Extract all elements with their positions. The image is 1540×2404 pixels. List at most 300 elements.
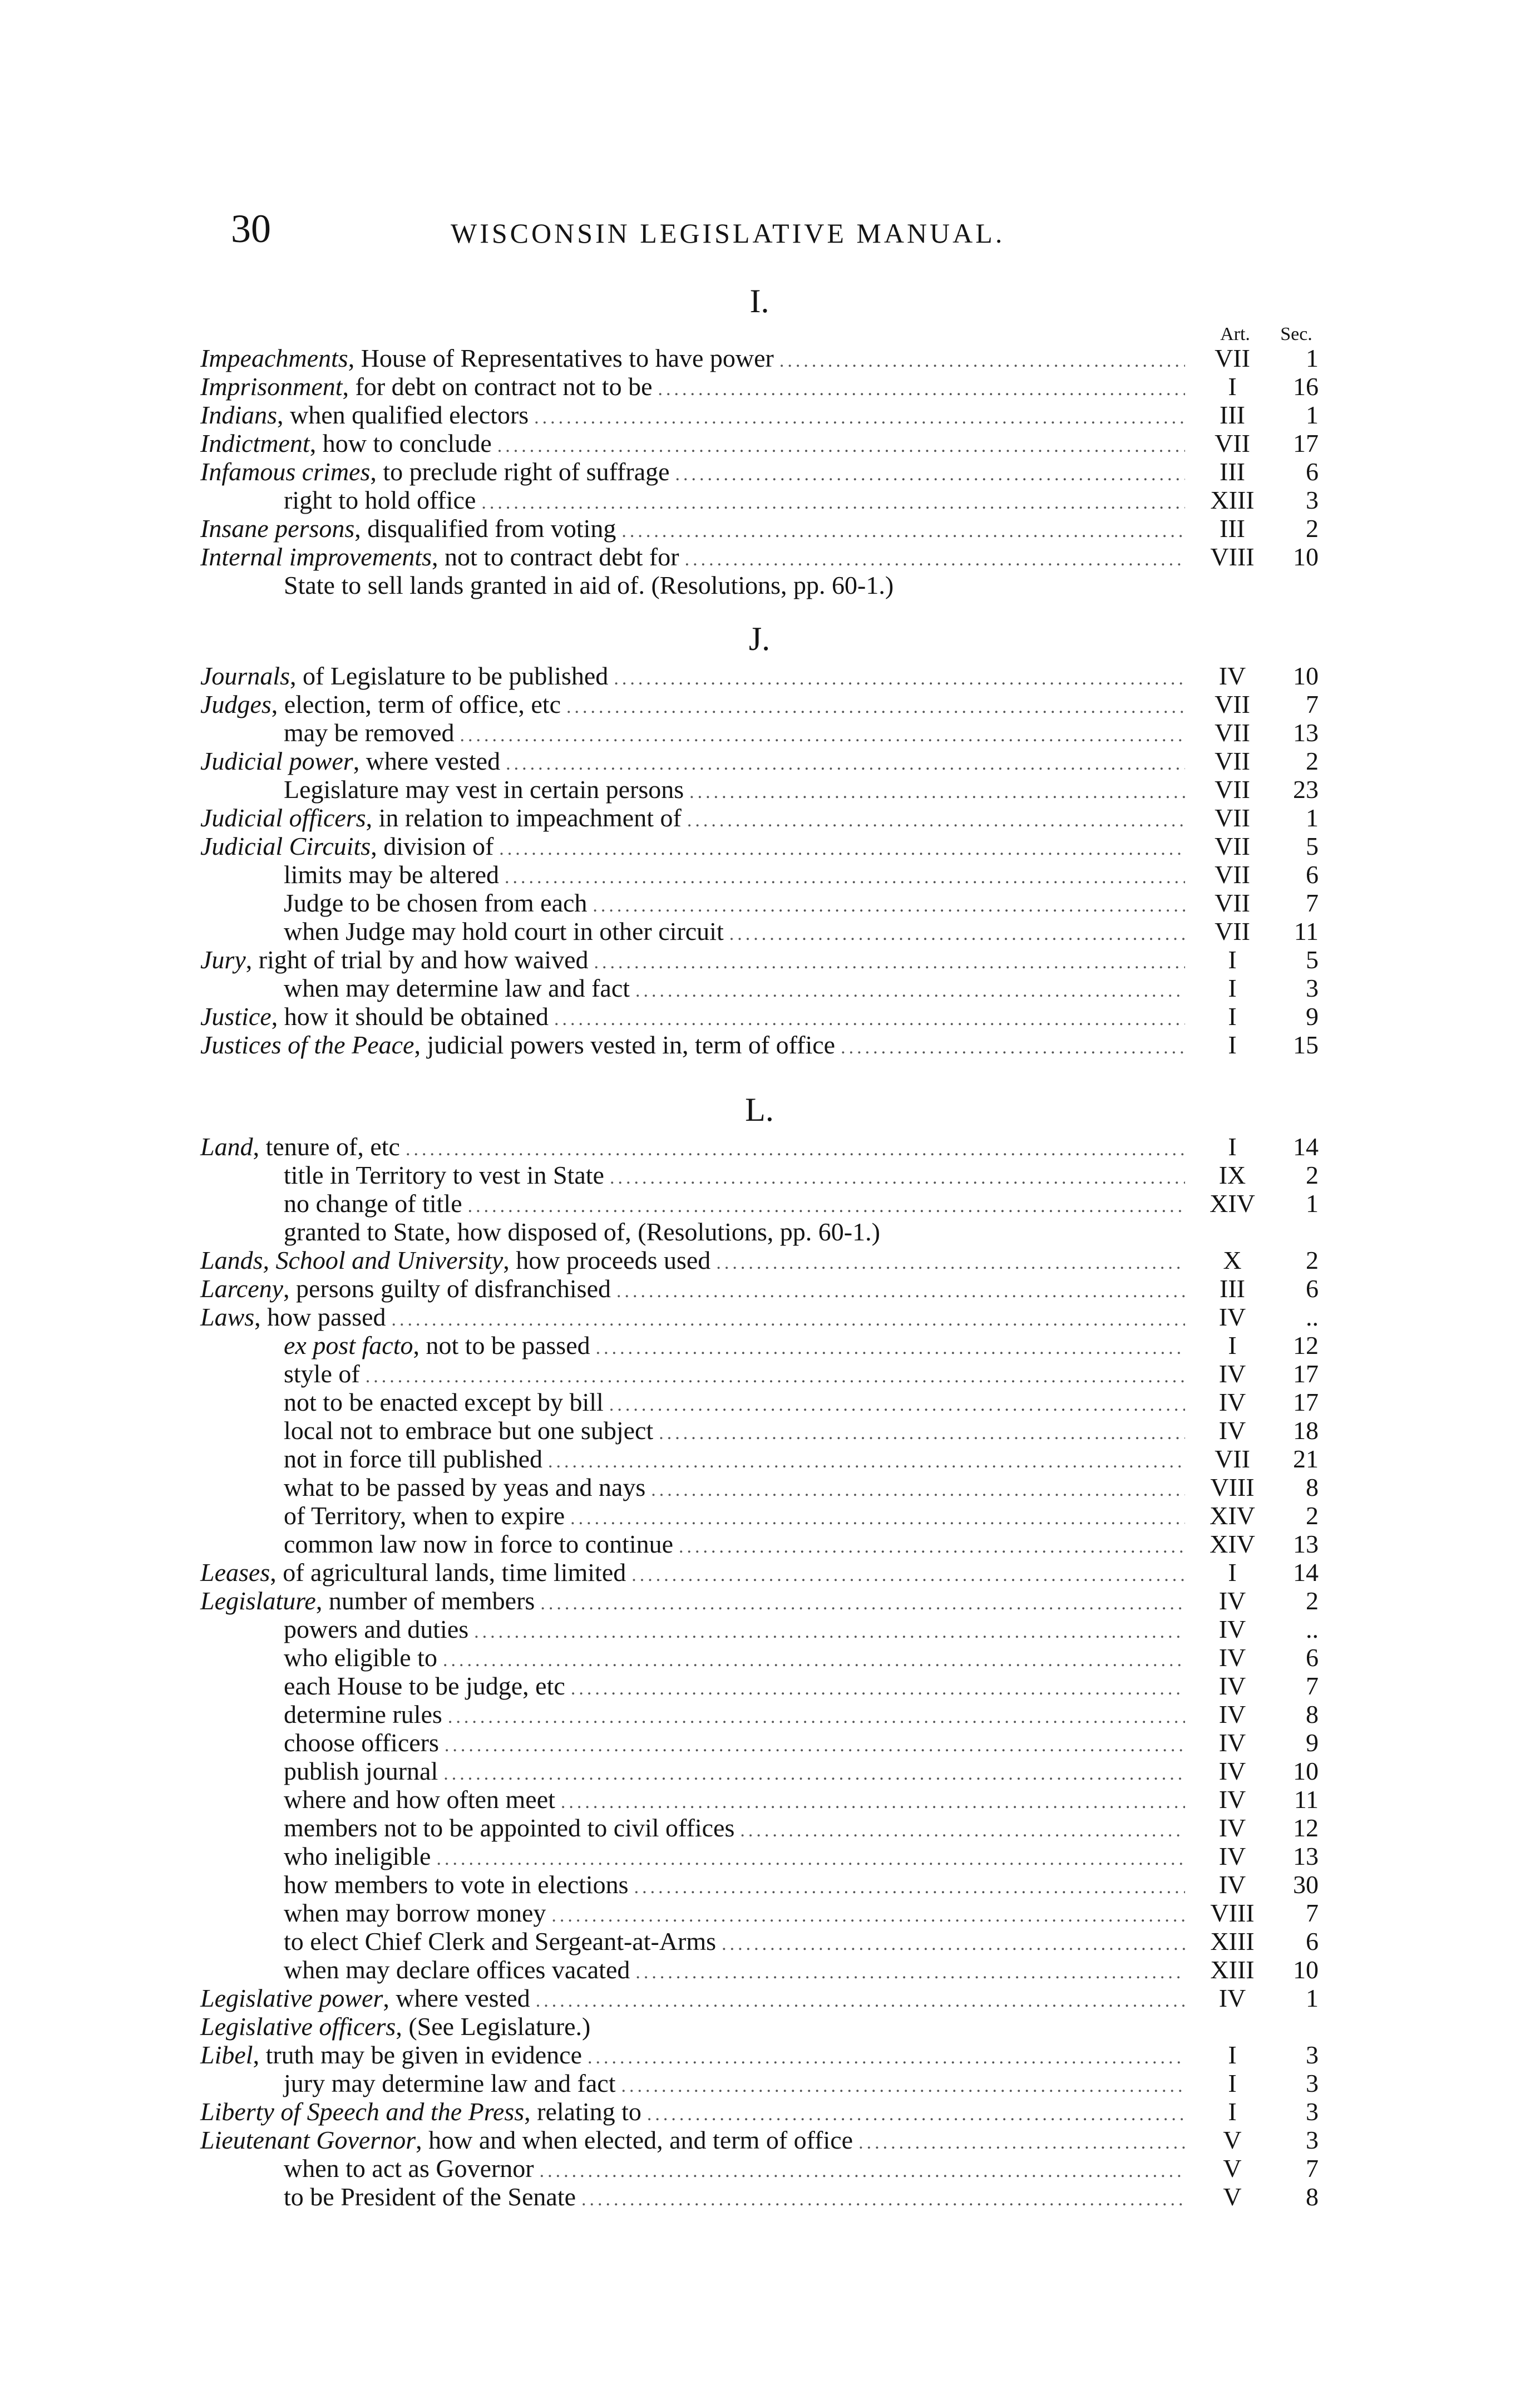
section-number: 8: [1306, 1473, 1319, 1501]
entry-description: jury may determine law and fact: [284, 2069, 616, 2097]
article-number: VIII: [1210, 1899, 1255, 1927]
entry-text: [200, 1700, 442, 1728]
entry-text: [200, 1728, 439, 1757]
section-number: 21: [1293, 1445, 1319, 1473]
index-entry: [200, 2012, 1319, 2041]
index-entry: [200, 2183, 1319, 2211]
entry-description: , not to contract debt for: [432, 543, 679, 571]
index-entries: [200, 1132, 1319, 2211]
leader-dots: [499, 835, 1185, 863]
leader-dots: [631, 1561, 1185, 1589]
entry-term: Justices of the Peace: [200, 1031, 414, 1059]
entry-term: Legislature: [200, 1587, 316, 1615]
article-number: I: [1228, 372, 1237, 401]
section-number: 1: [1306, 401, 1319, 429]
index-entry: [200, 775, 1319, 804]
index-entry: [200, 372, 1319, 401]
article-number: IV: [1218, 1359, 1246, 1388]
leader-dots: [497, 432, 1185, 460]
leader-dots: [366, 1362, 1185, 1391]
entry-text: [200, 1899, 546, 1927]
section-number: 17: [1293, 429, 1319, 457]
section-number: 2: [1306, 514, 1319, 543]
index-entry: [200, 1757, 1319, 1785]
entry-text: [200, 804, 682, 832]
index-entry: [200, 917, 1319, 945]
leader-dots: [534, 403, 1185, 432]
entry-description: , where vested: [353, 747, 501, 775]
entry-description: , persons guilty of disfranchised: [283, 1274, 611, 1303]
leader-dots: [675, 460, 1185, 489]
article-number: IV: [1218, 1814, 1246, 1842]
entry-term: Infamous crimes: [200, 457, 371, 486]
article-number: I: [1228, 1002, 1237, 1031]
entry-description: , tenure of, etc: [253, 1132, 400, 1161]
section-number: 14: [1293, 1558, 1319, 1587]
index-entry: [200, 514, 1319, 543]
section-number: 10: [1293, 543, 1319, 571]
article-number: VII: [1215, 860, 1250, 889]
entry-term: Indians: [200, 401, 277, 429]
section-number: 5: [1306, 945, 1319, 974]
entry-description: how members to vote in elections: [284, 1870, 629, 1899]
entry-text: [200, 690, 561, 718]
entry-text: [200, 974, 630, 1002]
index-entry: [200, 860, 1319, 889]
article-number: IX: [1218, 1161, 1246, 1189]
entry-description: , division of: [371, 832, 494, 860]
index-entry: [200, 1331, 1319, 1359]
article-number: I: [1228, 1558, 1237, 1587]
index-entry: [200, 401, 1319, 429]
article-number: VII: [1215, 718, 1250, 747]
index-entry: [200, 1700, 1319, 1728]
index-entry: [200, 747, 1319, 775]
section-number: ..: [1306, 1615, 1319, 1643]
article-number: X: [1223, 1246, 1242, 1274]
entry-term: Leases: [200, 1558, 270, 1587]
entry-description: powers and duties: [284, 1615, 469, 1643]
section-number: 8: [1306, 2183, 1319, 2211]
entry-text: [200, 662, 608, 690]
section-letter: I.: [749, 283, 769, 319]
entry-term: Lands, School and University: [200, 1246, 504, 1274]
article-number: III: [1220, 457, 1245, 486]
article-number: IV: [1218, 1388, 1246, 1416]
section-l: [200, 1087, 1319, 2211]
entry-description: , judicial powers vested in, term of office: [414, 1031, 836, 1059]
entry-description: style of: [284, 1359, 360, 1388]
article-number: IV: [1218, 1757, 1246, 1785]
entry-text: [200, 1359, 360, 1388]
section-number: 11: [1294, 917, 1319, 945]
leader-dots: [570, 1504, 1185, 1533]
article-number: IV: [1218, 1870, 1246, 1899]
entry-term: Legislative officers: [200, 2012, 396, 2041]
leader-dots: [610, 1164, 1185, 1192]
section-number: 18: [1293, 1416, 1319, 1445]
article-number: IV: [1218, 1700, 1246, 1728]
section-number: 3: [1306, 974, 1319, 1002]
index-entry: [200, 1615, 1319, 1643]
leader-dots: [540, 2157, 1185, 2185]
entry-description: may be removed: [284, 718, 455, 747]
entry-text: [200, 1955, 630, 1984]
entry-term: Justice: [200, 1002, 272, 1031]
section-i: [200, 278, 1319, 599]
leader-dots: [716, 1249, 1185, 1277]
leader-dots: [443, 1646, 1185, 1674]
section-letter: J.: [748, 620, 771, 657]
entry-text: [200, 775, 684, 804]
entry-term: Impeachments: [200, 344, 348, 372]
leader-dots: [551, 1901, 1185, 1930]
entry-text: [200, 1031, 835, 1059]
index-entry: [200, 1672, 1319, 1700]
leader-dots: [392, 1306, 1185, 1334]
section-number: 7: [1306, 2154, 1319, 2183]
entry-description: , how and when elected, and term of office: [416, 2126, 853, 2154]
index-entries: [200, 344, 1319, 599]
index-entry: [200, 1927, 1319, 1955]
entry-description: where and how often meet: [284, 1785, 555, 1814]
leader-dots: [536, 1987, 1185, 2015]
entry-text: [200, 1274, 611, 1303]
section-j: [200, 616, 1319, 1059]
article-number: VII: [1215, 832, 1250, 860]
article-number: IV: [1218, 1785, 1246, 1814]
entry-text: [200, 429, 492, 457]
leader-dots: [474, 1618, 1185, 1646]
column-headers: [200, 324, 1319, 344]
article-number: V: [1223, 2154, 1242, 2183]
entry-text: [200, 945, 589, 974]
entry-description: , how passed: [254, 1303, 386, 1331]
entry-text: [200, 1303, 386, 1331]
entry-description: Legislature may vest in certain persons: [284, 775, 684, 804]
section-column-header: Sec.: [1280, 324, 1312, 344]
entry-text: [200, 1331, 590, 1359]
article-number: IV: [1218, 1842, 1246, 1870]
section-number: 2: [1306, 1246, 1319, 1274]
index-entry: [200, 1899, 1319, 1927]
article-number: VII: [1215, 804, 1250, 832]
article-number: III: [1220, 401, 1245, 429]
entry-term: Jury: [200, 945, 246, 974]
article-number: I: [1228, 2041, 1237, 2069]
section-number: ..: [1306, 1303, 1319, 1331]
entry-description: not to be enacted except by bill: [284, 1388, 604, 1416]
entry-term: Lieutenant Governor: [200, 2126, 416, 2154]
entry-text: [200, 1842, 431, 1870]
entry-text: [200, 457, 670, 486]
entry-term: Imprisonment: [200, 372, 343, 401]
entry-text: [200, 1002, 549, 1031]
section-number: 3: [1306, 2069, 1319, 2097]
leader-dots: [687, 806, 1185, 835]
section-number: 7: [1306, 1672, 1319, 1700]
entry-description: , of agricultural lands, time limited: [270, 1558, 626, 1587]
article-number: I: [1228, 1331, 1237, 1359]
article-number: VII: [1215, 917, 1250, 945]
leader-dots: [621, 2072, 1185, 2100]
entry-description: each House to be judge, etc: [284, 1672, 565, 1700]
section-number: 11: [1294, 1785, 1319, 1814]
leader-dots: [729, 920, 1185, 948]
leader-dots: [740, 1816, 1185, 1845]
entry-term: Land: [200, 1132, 253, 1161]
entry-description: , for debt on contract not to be: [342, 372, 653, 401]
section-number: 10: [1293, 1955, 1319, 1984]
entry-text: [200, 1870, 629, 1899]
entry-text: [200, 1473, 645, 1501]
entry-description: State to sell lands granted in aid of. (Resolutions, pp. 60-1.): [284, 571, 894, 599]
section-number: 6: [1306, 1643, 1319, 1672]
entry-text: [200, 2126, 853, 2154]
entry-description: Judge to be chosen from each: [284, 889, 588, 917]
section-number: 2: [1306, 1161, 1319, 1189]
running-head: [200, 206, 1319, 278]
entry-text: [200, 1785, 555, 1814]
leader-dots: [658, 375, 1186, 403]
entry-text: [200, 1218, 880, 1246]
entry-description: , number of members: [315, 1587, 535, 1615]
leader-dots: [779, 347, 1185, 375]
section-number: 5: [1306, 832, 1319, 860]
leader-dots: [581, 2185, 1185, 2214]
entry-text: [200, 401, 529, 429]
article-number: VII: [1215, 690, 1250, 718]
section-number: 13: [1293, 1530, 1319, 1558]
section-letter: L.: [745, 1091, 774, 1128]
index-entry: [200, 889, 1319, 917]
index-entry: [200, 2097, 1319, 2126]
entry-description: granted to State, how disposed of, (Resolutions, pp. 60-1.): [284, 1218, 880, 1246]
index-page: [200, 206, 1319, 2211]
entry-text: [200, 1388, 604, 1416]
entry-text: [200, 860, 499, 889]
entry-text: [200, 747, 500, 775]
leader-dots: [722, 1930, 1185, 1958]
leader-dots: [406, 1135, 1185, 1164]
leader-dots: [593, 891, 1185, 920]
entry-description: title in Territory to vest in State: [284, 1161, 604, 1189]
article-column-header: Art.: [1220, 324, 1250, 344]
entry-description: , where vested: [383, 1984, 530, 2012]
entry-text: [200, 1672, 565, 1700]
page-title: WISCONSIN LEGISLATIVE MANUAL.: [451, 218, 1005, 249]
entry-text: [200, 1416, 653, 1445]
leader-dots: [505, 863, 1185, 891]
entry-italic: ex post facto: [284, 1331, 413, 1359]
section-number: 9: [1306, 1728, 1319, 1757]
leader-dots: [685, 545, 1185, 574]
entry-text: [200, 1445, 542, 1473]
index-entry: [200, 543, 1319, 571]
index-entry: [200, 486, 1319, 514]
index-entry: [200, 457, 1319, 486]
index-entry: [200, 1728, 1319, 1757]
index-entry: [200, 945, 1319, 974]
entry-text: [200, 889, 587, 917]
entry-description: , truth may be given in evidence: [253, 2041, 582, 2069]
index-entry: [200, 1416, 1319, 1445]
entry-text: [200, 1501, 565, 1530]
entry-description: when to act as Governor: [284, 2154, 534, 2183]
entry-description: , how proceeds used: [503, 1246, 711, 1274]
leader-dots: [460, 721, 1185, 750]
section-number: 12: [1293, 1814, 1319, 1842]
leader-dots: [588, 2043, 1185, 2072]
entry-term: Laws: [200, 1303, 255, 1331]
article-number: VII: [1215, 747, 1250, 775]
section-number: 17: [1293, 1359, 1319, 1388]
leader-dots: [481, 489, 1185, 517]
entry-description: choose officers: [284, 1728, 439, 1757]
entry-term: Insane persons: [200, 514, 355, 543]
leader-dots: [651, 1476, 1185, 1504]
entry-description: members not to be appointed to civil offices: [284, 1814, 735, 1842]
leader-dots: [858, 2129, 1185, 2157]
index-entry: [200, 1473, 1319, 1501]
section-number: 1: [1306, 344, 1319, 372]
leader-dots: [554, 1005, 1185, 1033]
entry-description: , disqualified from voting: [354, 514, 616, 543]
index-entry: [200, 1189, 1319, 1218]
article-number: V: [1223, 2126, 1242, 2154]
leader-dots: [679, 1533, 1185, 1561]
entry-text: [200, 1757, 438, 1785]
index-entry: [200, 344, 1319, 372]
entry-term: Judges: [200, 690, 272, 718]
entry-description: when may borrow money: [284, 1899, 546, 1927]
entry-term: Judicial Circuits: [200, 832, 371, 860]
entry-description: , how to conclude: [309, 429, 492, 457]
entry-text: [200, 917, 724, 945]
index-entry: [200, 2041, 1319, 2069]
section-number: 3: [1306, 2097, 1319, 2126]
entry-text: [200, 514, 616, 543]
section-number: 6: [1306, 860, 1319, 889]
article-number: XIV: [1210, 1189, 1255, 1218]
index-entry: [200, 1359, 1319, 1388]
index-entry: [200, 1785, 1319, 1814]
index-entry: [200, 1002, 1319, 1031]
article-number: IV: [1218, 1672, 1246, 1700]
index-entry: [200, 2069, 1319, 2097]
leader-dots: [635, 977, 1185, 1005]
entry-text: [200, 2183, 576, 2211]
article-number: V: [1223, 2183, 1242, 2211]
section-number: 3: [1306, 2041, 1319, 2069]
index-entry: [200, 1031, 1319, 1059]
entry-text: [200, 2154, 534, 2183]
article-number: VIII: [1210, 543, 1255, 571]
entry-text: [200, 1984, 530, 2012]
leader-dots: [634, 1873, 1185, 1901]
leader-dots: [448, 1703, 1185, 1731]
entry-text: [200, 1132, 400, 1161]
article-number: I: [1228, 974, 1237, 1002]
entry-term: Larceny: [200, 1274, 284, 1303]
section-number: 10: [1293, 662, 1319, 690]
article-number: I: [1228, 945, 1237, 974]
entry-description: , when qualified electors: [277, 401, 529, 429]
index-entry: [200, 1842, 1319, 1870]
index-entry: [200, 1643, 1319, 1672]
article-number: XIV: [1210, 1501, 1255, 1530]
index-entry: [200, 832, 1319, 860]
entry-term: Libel: [200, 2041, 253, 2069]
entry-description: , how it should be obtained: [271, 1002, 549, 1031]
article-number: IV: [1218, 1416, 1246, 1445]
entry-text: [200, 1643, 437, 1672]
leader-dots: [616, 1277, 1185, 1306]
article-number: III: [1220, 514, 1245, 543]
article-number: XIII: [1210, 1955, 1255, 1984]
leader-dots: [635, 1958, 1185, 1987]
leader-dots: [659, 1419, 1185, 1447]
entry-description: , relating to: [524, 2097, 641, 2126]
article-number: IV: [1218, 1728, 1246, 1757]
article-number: XIII: [1210, 1927, 1255, 1955]
entry-description: limits may be altered: [284, 860, 500, 889]
entry-description: when may declare offices vacated: [284, 1955, 630, 1984]
entry-description: who ineligible: [284, 1842, 431, 1870]
entry-description: , to preclude right of suffrage: [370, 457, 670, 486]
entry-description: to elect Chief Clerk and Sergeant-at-Arms: [284, 1927, 717, 1955]
section-number: 3: [1306, 2126, 1319, 2154]
index-entry: [200, 690, 1319, 718]
index-entry: [200, 974, 1319, 1002]
section-number: 7: [1306, 690, 1319, 718]
leader-dots: [443, 1760, 1185, 1788]
index-entry: [200, 1132, 1319, 1161]
entry-text: [200, 1558, 626, 1587]
index-entry: [200, 1303, 1319, 1331]
article-number: I: [1228, 2069, 1237, 2097]
entry-text: [200, 372, 653, 401]
index-entry: [200, 1388, 1319, 1416]
index-entry: [200, 1587, 1319, 1615]
entry-description: who eligible to: [284, 1643, 437, 1672]
section-number: 17: [1293, 1388, 1319, 1416]
section-number: 7: [1306, 889, 1319, 917]
entry-term: Journals: [200, 662, 290, 690]
entry-text: [200, 1189, 462, 1218]
article-number: I: [1228, 1132, 1237, 1161]
entry-term: Indictment: [200, 429, 310, 457]
leader-dots: [566, 693, 1185, 721]
section-number: 1: [1306, 1189, 1319, 1218]
entry-description: no change of title: [284, 1189, 462, 1218]
leader-dots: [506, 750, 1185, 778]
index-entry: [200, 1246, 1319, 1274]
entry-description: when Judge may hold court in other circuit: [284, 917, 724, 945]
entry-description: common law now in force to continue: [284, 1530, 674, 1558]
entry-description: local not to embrace but one subject: [284, 1416, 654, 1445]
leader-dots: [468, 1192, 1185, 1220]
article-number: VII: [1215, 429, 1250, 457]
section-number: 10: [1293, 1757, 1319, 1785]
entry-description: not in force till published: [284, 1445, 543, 1473]
leader-dots: [594, 948, 1186, 977]
entry-term: Internal improvements: [200, 543, 432, 571]
section-number: 2: [1306, 1501, 1319, 1530]
leader-dots: [689, 778, 1185, 806]
article-number: I: [1228, 1031, 1237, 1059]
leader-dots: [841, 1033, 1185, 1062]
